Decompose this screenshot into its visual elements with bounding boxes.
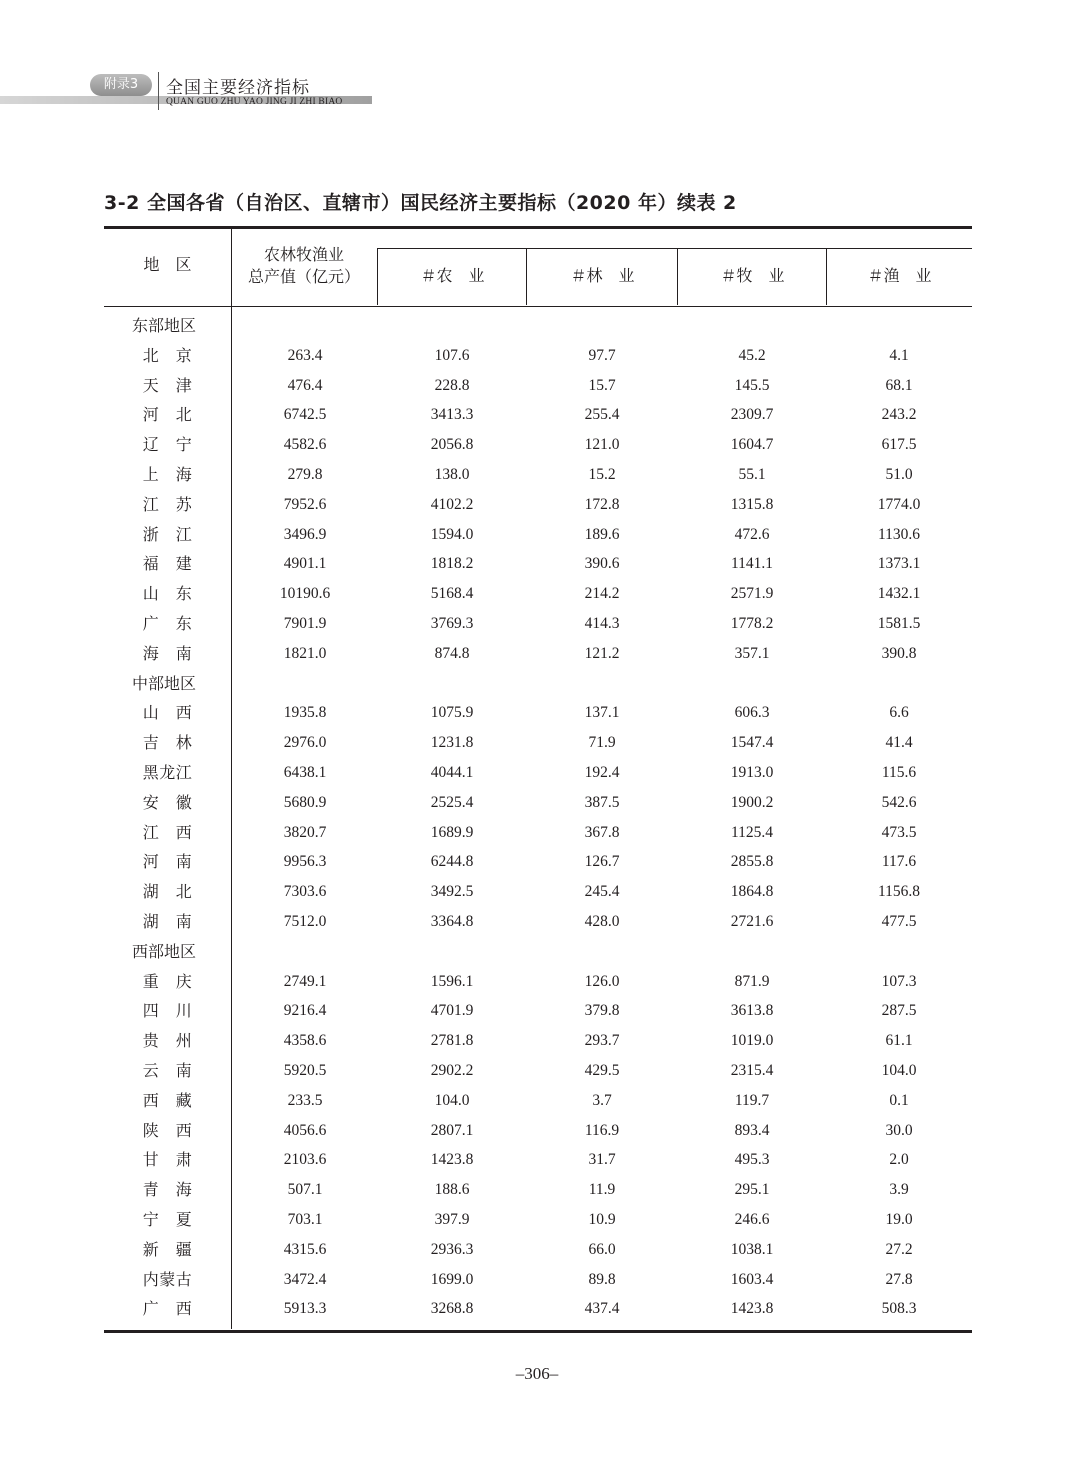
forestry-cell: 414.3 [584, 615, 620, 632]
region-name: 湖 北 [142, 882, 193, 902]
region-name: 云 南 [142, 1061, 193, 1080]
husbandry-cell: 1038.1 [730, 1240, 774, 1258]
forestry-cell: 15.2 [588, 466, 616, 483]
forestry-cell: 126.7 [584, 853, 620, 871]
forestry-cell: 71.9 [588, 734, 616, 752]
table-row [104, 460, 972, 490]
region-name: 四 川 [142, 1001, 193, 1021]
total-output-cell: 1935.8 [283, 704, 327, 722]
fishery-cell: 617.5 [881, 436, 917, 454]
fishery-cell: 27.2 [885, 1240, 913, 1258]
table-row [104, 1026, 972, 1056]
table-row [104, 907, 972, 937]
forestry-cell: 121.2 [584, 644, 620, 662]
husbandry-cell: 119.7 [734, 1091, 770, 1109]
total-output-cell: 4358.6 [283, 1032, 327, 1050]
husbandry-cell: 45.2 [738, 346, 766, 364]
husbandry-cell: 246.6 [734, 1211, 770, 1228]
agriculture-cell: 138.0 [434, 466, 470, 483]
table-row [104, 430, 972, 460]
fishery-cell: 104.0 [881, 1062, 917, 1079]
fishery-cell: 1774.0 [877, 495, 921, 513]
table-row [104, 609, 972, 639]
forestry-cell: 172.8 [584, 495, 620, 513]
forestry-cell: 137.1 [584, 704, 620, 722]
forestry-cell: 116.9 [584, 1121, 620, 1139]
forestry-cell: 89.8 [588, 1270, 616, 1288]
table-row [104, 549, 972, 579]
fishery-cell: 1156.8 [877, 883, 921, 901]
region-name: 浙 江 [142, 524, 193, 544]
region-name: 辽 宁 [142, 435, 193, 455]
forestry-cell: 121.0 [584, 436, 620, 454]
header-total-line2: 总产值（亿元） [247, 267, 360, 286]
fishery-cell: 107.3 [881, 972, 917, 990]
agriculture-cell: 107.6 [434, 346, 470, 364]
husbandry-cell: 1315.8 [730, 495, 774, 513]
total-output-cell: 3496.9 [283, 525, 327, 543]
table-row [104, 1086, 972, 1116]
fishery-cell: 6.6 [889, 704, 909, 722]
table-header-rule [104, 306, 972, 307]
forestry-cell: 255.4 [584, 406, 620, 424]
table-row [104, 341, 972, 371]
agriculture-cell: 1699.0 [430, 1270, 474, 1288]
forestry-cell: 3.7 [592, 1091, 612, 1109]
husbandry-cell: 145.5 [734, 376, 770, 394]
husbandry-cell: 1604.7 [730, 436, 774, 454]
forestry-cell: 126.0 [584, 972, 620, 990]
husbandry-cell: 2855.8 [730, 853, 774, 871]
table-top-rule [104, 226, 972, 229]
total-output-cell: 7512.0 [283, 913, 327, 930]
total-output-cell: 9216.4 [283, 1002, 327, 1020]
total-output-cell: 7303.6 [283, 883, 327, 901]
region-name: 山 西 [142, 703, 193, 723]
region-name: 广 东 [142, 614, 193, 633]
table-row [104, 967, 972, 997]
total-output-cell: 5920.5 [283, 1062, 327, 1079]
fishery-cell: 1581.5 [877, 615, 921, 632]
agriculture-cell: 3413.3 [430, 406, 474, 424]
section-row [104, 311, 972, 341]
region-name: 河 南 [142, 852, 193, 872]
table-row [104, 371, 972, 401]
forestry-cell: 245.4 [584, 883, 620, 901]
agriculture-cell: 4044.1 [430, 764, 474, 781]
fishery-cell: 243.2 [881, 406, 917, 424]
agriculture-cell: 2902.2 [430, 1062, 474, 1079]
forestry-cell: 66.0 [588, 1240, 616, 1258]
fishery-cell: 117.6 [881, 853, 917, 871]
forestry-cell: 437.4 [584, 1300, 620, 1318]
total-output-cell: 2749.1 [283, 972, 327, 990]
header-forestry: ＃林 业 [526, 248, 678, 305]
fishery-cell: 4.1 [889, 346, 909, 364]
husbandry-cell: 2315.4 [730, 1062, 774, 1079]
agriculture-cell: 1423.8 [430, 1151, 474, 1169]
husbandry-cell: 357.1 [734, 644, 770, 662]
forestry-cell: 428.0 [584, 913, 620, 930]
fishery-cell: 2.0 [889, 1151, 909, 1169]
agriculture-cell: 228.8 [434, 376, 470, 394]
header-total-line1: 农林牧渔业 [263, 245, 344, 264]
table-row [104, 758, 972, 788]
agriculture-cell: 1231.8 [430, 734, 474, 752]
husbandry-cell: 1125.4 [730, 823, 774, 841]
forestry-cell: 387.5 [584, 793, 620, 811]
agriculture-cell: 4102.2 [430, 495, 474, 513]
table-row [104, 1265, 972, 1295]
region-name: 福 建 [142, 554, 193, 574]
section-label: 中部地区 [132, 673, 197, 693]
region-name: 海 南 [142, 643, 193, 663]
total-output-cell: 10190.6 [279, 585, 331, 603]
agriculture-cell: 2056.8 [430, 436, 474, 454]
fishery-cell: 542.6 [881, 793, 917, 811]
forestry-cell: 10.9 [588, 1211, 616, 1228]
husbandry-cell: 1019.0 [730, 1032, 774, 1050]
table-row [104, 1175, 972, 1205]
fishery-cell: 0.1 [889, 1091, 909, 1109]
fishery-cell: 508.3 [881, 1300, 917, 1318]
header-agriculture: ＃农 业 [377, 248, 527, 305]
total-output-cell: 4582.6 [283, 436, 327, 454]
total-output-cell: 3820.7 [283, 823, 327, 841]
appendix-badge: 附录3 [90, 74, 152, 96]
region-name: 重 庆 [142, 971, 193, 991]
husbandry-cell: 2721.6 [730, 913, 774, 930]
table-row [104, 639, 972, 669]
region-name: 内蒙古 [142, 1269, 193, 1289]
husbandry-cell: 606.3 [734, 704, 770, 722]
fishery-cell: 51.0 [885, 466, 913, 483]
forestry-cell: 11.9 [588, 1181, 616, 1199]
agriculture-cell: 1594.0 [430, 525, 474, 543]
fishery-cell: 1373.1 [877, 555, 921, 573]
agriculture-cell: 3769.3 [430, 615, 474, 632]
running-header-title: 全国主要经济指标 [166, 78, 310, 98]
total-output-cell: 507.1 [287, 1181, 323, 1199]
region-name: 湖 南 [142, 912, 193, 931]
fishery-cell: 27.8 [885, 1270, 913, 1288]
total-output-cell: 233.5 [287, 1091, 323, 1109]
agriculture-cell: 397.9 [434, 1211, 470, 1228]
husbandry-cell: 1913.0 [730, 764, 774, 781]
husbandry-cell: 295.1 [734, 1181, 770, 1199]
husbandry-cell: 2571.9 [730, 585, 774, 603]
fishery-cell: 1432.1 [877, 585, 921, 603]
region-name: 江 西 [142, 822, 193, 842]
husbandry-cell: 893.4 [734, 1121, 770, 1139]
table-row [104, 1235, 972, 1265]
agriculture-cell: 2807.1 [430, 1121, 474, 1139]
forestry-cell: 293.7 [584, 1032, 620, 1050]
region-name: 甘 肃 [142, 1150, 193, 1170]
fishery-cell: 30.0 [885, 1121, 913, 1139]
region-name: 北 京 [142, 345, 193, 365]
table-row [104, 996, 972, 1026]
total-output-cell: 3472.4 [283, 1270, 327, 1288]
total-output-cell: 4056.6 [283, 1121, 327, 1139]
table-row [104, 1205, 972, 1235]
region-name: 江 苏 [142, 494, 193, 514]
husbandry-cell: 1900.2 [730, 793, 774, 811]
page-number: –306– [515, 1364, 559, 1383]
table-row [104, 877, 972, 907]
husbandry-cell: 871.9 [734, 972, 770, 990]
total-output-cell: 263.4 [287, 346, 323, 364]
total-output-cell: 7952.6 [283, 495, 327, 513]
agriculture-cell: 2781.8 [430, 1032, 474, 1050]
fishery-cell: 68.1 [885, 376, 913, 394]
section-row [104, 937, 972, 967]
forestry-cell: 15.7 [588, 376, 616, 394]
agriculture-cell: 1075.9 [430, 704, 474, 722]
agriculture-cell: 188.6 [434, 1181, 470, 1199]
husbandry-cell: 1423.8 [730, 1300, 774, 1318]
total-output-cell: 5913.3 [283, 1300, 327, 1318]
total-output-cell: 6438.1 [283, 764, 327, 781]
fishery-cell: 61.1 [885, 1032, 913, 1050]
region-name: 安 徽 [142, 792, 193, 812]
table-row [104, 400, 972, 430]
table-title: 3-2 全国各省（自治区、直辖市）国民经济主要指标（2020 年）续表 2 [104, 192, 737, 214]
table-row [104, 1116, 972, 1146]
table-row [104, 1145, 972, 1175]
agriculture-cell: 1689.9 [430, 823, 474, 841]
header-divider [158, 72, 159, 110]
fishery-cell: 477.5 [881, 913, 917, 930]
region-name: 河 北 [142, 405, 193, 425]
table-row [104, 1056, 972, 1086]
agriculture-cell: 1596.1 [430, 972, 474, 990]
fishery-cell: 3.9 [889, 1181, 909, 1199]
fishery-cell: 41.4 [885, 734, 913, 752]
husbandry-cell: 1864.8 [730, 883, 774, 901]
total-output-cell: 1821.0 [283, 644, 327, 662]
husbandry-cell: 472.6 [734, 525, 770, 543]
region-name: 黑龙江 [142, 763, 193, 782]
agriculture-cell: 874.8 [434, 644, 470, 662]
table-row [104, 520, 972, 550]
agriculture-cell: 104.0 [434, 1091, 470, 1109]
region-name: 贵 州 [142, 1031, 193, 1051]
total-output-cell: 2103.6 [283, 1151, 327, 1169]
agriculture-cell: 2525.4 [430, 793, 474, 811]
region-name: 新 疆 [142, 1239, 193, 1259]
agriculture-cell: 3268.8 [430, 1300, 474, 1318]
table-row [104, 579, 972, 609]
region-name: 天 津 [142, 375, 193, 395]
forestry-cell: 390.6 [584, 555, 620, 573]
running-header-subtitle: QUAN GUO ZHU YAO JING JI ZHI BIAO [166, 97, 343, 107]
total-output-cell: 476.4 [287, 376, 323, 394]
agriculture-cell: 6244.8 [430, 853, 474, 871]
fishery-cell: 287.5 [881, 1002, 917, 1020]
header-fishery: ＃渔 业 [826, 248, 972, 305]
table-row [104, 788, 972, 818]
husbandry-cell: 495.3 [734, 1151, 770, 1169]
total-output-cell: 6742.5 [283, 406, 327, 424]
forestry-cell: 97.7 [588, 346, 616, 364]
header-total-output [232, 244, 376, 288]
region-name: 广 西 [142, 1299, 193, 1319]
region-name: 山 东 [142, 584, 193, 604]
forestry-cell: 189.6 [584, 525, 620, 543]
table-row [104, 1294, 972, 1324]
fishery-cell: 1130.6 [877, 525, 921, 543]
table-row [104, 818, 972, 848]
total-output-cell: 279.8 [287, 466, 323, 483]
forestry-cell: 379.8 [584, 1002, 620, 1020]
husbandry-cell: 2309.7 [730, 406, 774, 424]
husbandry-cell: 1603.4 [730, 1270, 774, 1288]
table-row [104, 847, 972, 877]
total-output-cell: 4315.6 [283, 1240, 327, 1258]
agriculture-cell: 4701.9 [430, 1002, 474, 1020]
section-row [104, 669, 972, 699]
husbandry-cell: 1547.4 [730, 734, 774, 752]
agriculture-cell: 3364.8 [430, 913, 474, 930]
husbandry-cell: 1778.2 [730, 615, 774, 632]
husbandry-cell: 55.1 [738, 466, 766, 483]
forestry-cell: 214.2 [584, 585, 620, 603]
total-output-cell: 7901.9 [283, 615, 327, 632]
total-output-cell: 5680.9 [283, 793, 327, 811]
table-bottom-rule [104, 1330, 972, 1333]
header-husbandry: ＃牧 业 [677, 248, 827, 305]
husbandry-cell: 3613.8 [730, 1002, 774, 1020]
husbandry-cell: 1141.1 [730, 555, 774, 573]
agriculture-cell: 2936.3 [430, 1240, 474, 1258]
region-name: 西 藏 [142, 1090, 193, 1110]
section-label: 西部地区 [132, 941, 197, 961]
region-name: 上 海 [142, 465, 193, 484]
fishery-cell: 19.0 [885, 1211, 913, 1228]
total-output-cell: 9956.3 [283, 853, 327, 871]
forestry-cell: 31.7 [588, 1151, 616, 1169]
forestry-cell: 192.4 [584, 764, 620, 781]
section-label: 东部地区 [132, 316, 197, 335]
agriculture-cell: 5168.4 [430, 585, 474, 603]
table-row [104, 698, 972, 728]
total-output-cell: 703.1 [287, 1211, 323, 1228]
forestry-cell: 429.5 [584, 1062, 620, 1079]
table-row [104, 728, 972, 758]
region-name: 青 海 [142, 1180, 193, 1200]
total-output-cell: 4901.1 [283, 555, 327, 573]
region-name: 宁 夏 [142, 1210, 193, 1229]
fishery-cell: 115.6 [881, 764, 917, 781]
fishery-cell: 473.5 [881, 823, 917, 841]
forestry-cell: 367.8 [584, 823, 620, 841]
fishery-cell: 390.8 [881, 644, 917, 662]
header-region: 地 区 [143, 255, 192, 274]
region-name: 吉 林 [142, 733, 193, 753]
region-name: 陕 西 [142, 1120, 193, 1140]
agriculture-cell: 3492.5 [430, 883, 474, 901]
total-output-cell: 2976.0 [283, 734, 327, 752]
table-row [104, 490, 972, 520]
agriculture-cell: 1818.2 [430, 555, 474, 573]
